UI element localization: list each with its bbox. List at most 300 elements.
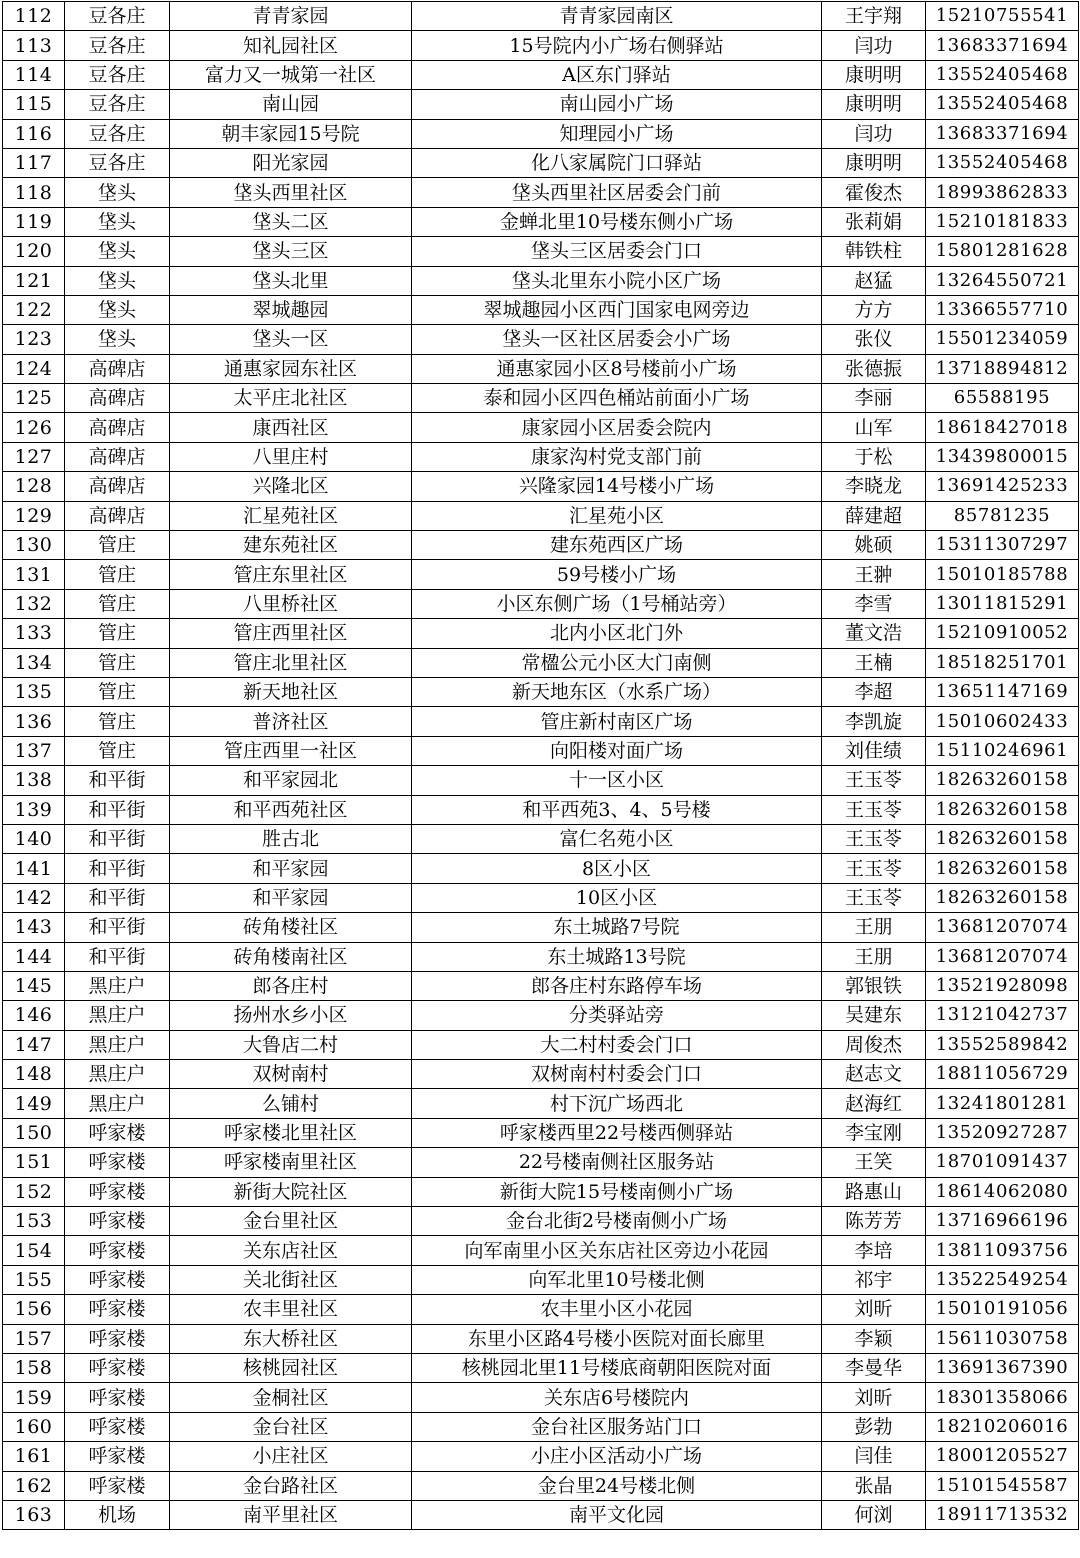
community-cell: 东大桥社区	[170, 1324, 412, 1353]
street-cell: 管庄	[65, 648, 170, 677]
phone-cell: 15210755541	[926, 2, 1079, 31]
phone-cell: 13366557710	[926, 295, 1079, 324]
table-row	[3, 1471, 1079, 1500]
street-cell: 垡头	[65, 325, 170, 354]
row-number-cell: 136	[3, 707, 65, 736]
street-cell: 垡头	[65, 207, 170, 236]
street-cell: 呼家楼	[65, 1412, 170, 1441]
phone-cell: 18263260158	[926, 766, 1079, 795]
street-cell: 呼家楼	[65, 1177, 170, 1206]
street-cell: 呼家楼	[65, 1353, 170, 1382]
phone-cell: 15501234059	[926, 325, 1079, 354]
community-cell: 呼家楼北里社区	[170, 1118, 412, 1147]
location-cell: 垡头一区社区居委会小广场	[412, 325, 822, 354]
community-cell: 金桐社区	[170, 1383, 412, 1412]
row-number-cell: 158	[3, 1353, 65, 1382]
phone-cell: 13264550721	[926, 266, 1079, 295]
table-row	[3, 648, 1079, 677]
phone-cell: 15010602433	[926, 707, 1079, 736]
street-cell: 和平街	[65, 795, 170, 824]
community-cell: 砖角楼南社区	[170, 942, 412, 971]
phone-cell: 18301358066	[926, 1383, 1079, 1412]
row-number-cell: 153	[3, 1207, 65, 1236]
table-row	[3, 677, 1079, 706]
phone-cell: 13552405468	[926, 60, 1079, 89]
row-number-cell: 147	[3, 1030, 65, 1059]
phone-cell: 13552405468	[926, 90, 1079, 119]
community-cell: 双树南村	[170, 1060, 412, 1089]
street-cell: 垡头	[65, 266, 170, 295]
table-row	[3, 1383, 1079, 1412]
community-cell: 和平家园北	[170, 766, 412, 795]
table-row	[3, 325, 1079, 354]
contact-person-cell: 方方	[822, 295, 926, 324]
location-cell: 和平西苑3、4、5号楼	[412, 795, 822, 824]
roster-sheet	[0, 1, 1080, 1558]
contact-person-cell: 李培	[822, 1236, 926, 1265]
location-cell: 双树南村村委会门口	[412, 1060, 822, 1089]
table-row	[3, 266, 1079, 295]
street-cell: 黑庄户	[65, 1089, 170, 1118]
location-cell: 青青家园南区	[412, 2, 822, 31]
contact-person-cell: 王玉苓	[822, 854, 926, 883]
community-cell: 砖角楼社区	[170, 913, 412, 942]
location-cell: 管庄新村南区广场	[412, 707, 822, 736]
row-number-cell: 112	[3, 2, 65, 31]
phone-cell: 18263260158	[926, 824, 1079, 853]
table-row	[3, 1089, 1079, 1118]
contact-person-cell: 康明明	[822, 60, 926, 89]
contact-person-cell: 闫功	[822, 31, 926, 60]
community-cell: 扬州水乡小区	[170, 1001, 412, 1030]
street-cell: 管庄	[65, 619, 170, 648]
contact-person-cell: 李晓龙	[822, 472, 926, 501]
row-number-cell: 137	[3, 736, 65, 765]
location-cell: 金蝉北里10号楼东侧小广场	[412, 207, 822, 236]
phone-cell: 18618427018	[926, 413, 1079, 442]
contact-person-cell: 李雪	[822, 589, 926, 618]
contact-person-cell: 赵猛	[822, 266, 926, 295]
community-cell: 和平西苑社区	[170, 795, 412, 824]
street-cell: 高碑店	[65, 384, 170, 413]
phone-cell: 13691367390	[926, 1353, 1079, 1382]
community-cell: 阳光家园	[170, 148, 412, 177]
phone-cell: 18701091437	[926, 1148, 1079, 1177]
location-cell: 农丰里小区小花园	[412, 1295, 822, 1324]
street-cell: 呼家楼	[65, 1383, 170, 1412]
community-cell: 关东店社区	[170, 1236, 412, 1265]
street-cell: 管庄	[65, 560, 170, 589]
phone-cell: 13439800015	[926, 442, 1079, 471]
contact-person-cell: 刘昕	[822, 1295, 926, 1324]
location-cell: 金台里24号楼北侧	[412, 1471, 822, 1500]
table-row	[3, 1001, 1079, 1030]
community-cell: 知礼园社区	[170, 31, 412, 60]
location-cell: 垡头北里东小院小区广场	[412, 266, 822, 295]
location-cell: 小区东侧广场（1号桶站旁）	[412, 589, 822, 618]
phone-cell: 13691425233	[926, 472, 1079, 501]
phone-cell: 15101545587	[926, 1471, 1079, 1500]
street-cell: 高碑店	[65, 472, 170, 501]
phone-cell: 13681207074	[926, 913, 1079, 942]
street-cell: 管庄	[65, 736, 170, 765]
table-row	[3, 1148, 1079, 1177]
phone-cell: 15611030758	[926, 1324, 1079, 1353]
phone-cell: 13552589842	[926, 1030, 1079, 1059]
contact-person-cell: 王玉苓	[822, 795, 926, 824]
community-cell: 大鲁店二村	[170, 1030, 412, 1059]
table-row	[3, 119, 1079, 148]
contact-person-cell: 赵海红	[822, 1089, 926, 1118]
table-row	[3, 736, 1079, 765]
street-cell: 呼家楼	[65, 1265, 170, 1294]
row-number-cell: 131	[3, 560, 65, 589]
street-cell: 豆各庄	[65, 119, 170, 148]
community-cell: 汇星苑社区	[170, 501, 412, 530]
contact-person-cell: 王楠	[822, 648, 926, 677]
street-cell: 黑庄户	[65, 971, 170, 1000]
table-row	[3, 501, 1079, 530]
street-cell: 豆各庄	[65, 2, 170, 31]
row-number-cell: 128	[3, 472, 65, 501]
row-number-cell: 141	[3, 854, 65, 883]
table-row	[3, 1324, 1079, 1353]
phone-cell: 65588195	[926, 384, 1079, 413]
street-cell: 高碑店	[65, 354, 170, 383]
row-number-cell: 116	[3, 119, 65, 148]
community-cell: 核桃园社区	[170, 1353, 412, 1382]
table-row	[3, 854, 1079, 883]
row-number-cell: 146	[3, 1001, 65, 1030]
contact-person-cell: 李丽	[822, 384, 926, 413]
phone-cell: 85781235	[926, 501, 1079, 530]
table-row	[3, 413, 1079, 442]
location-cell: 垡头三区居委会门口	[412, 237, 822, 266]
table-row	[3, 1412, 1079, 1441]
row-number-cell: 120	[3, 237, 65, 266]
location-cell: 康家园小区居委会院内	[412, 413, 822, 442]
community-cell: 垡头三区	[170, 237, 412, 266]
table-row	[3, 1442, 1079, 1471]
community-cell: 新天地社区	[170, 677, 412, 706]
community-cell: 八里桥社区	[170, 589, 412, 618]
location-cell: 富仁名苑小区	[412, 824, 822, 853]
contact-person-cell: 董文浩	[822, 619, 926, 648]
location-cell: 通惠家园小区8号楼前小广场	[412, 354, 822, 383]
community-cell: 胜古北	[170, 824, 412, 853]
phone-cell: 13811093756	[926, 1236, 1079, 1265]
phone-cell: 18518251701	[926, 648, 1079, 677]
street-cell: 垡头	[65, 237, 170, 266]
row-number-cell: 127	[3, 442, 65, 471]
row-number-cell: 135	[3, 677, 65, 706]
location-cell: 向军北里10号楼北侧	[412, 1265, 822, 1294]
table-row	[3, 60, 1079, 89]
community-cell: 通惠家园东社区	[170, 354, 412, 383]
phone-cell: 13011815291	[926, 589, 1079, 618]
contact-person-cell: 赵志文	[822, 1060, 926, 1089]
phone-cell: 18001205527	[926, 1442, 1079, 1471]
location-cell: A区东门驿站	[412, 60, 822, 89]
phone-cell: 13552405468	[926, 148, 1079, 177]
street-cell: 和平街	[65, 883, 170, 912]
street-cell: 豆各庄	[65, 31, 170, 60]
contact-person-cell: 王笑	[822, 1148, 926, 1177]
location-cell: 59号楼小广场	[412, 560, 822, 589]
community-cell: 南平里社区	[170, 1500, 412, 1529]
location-cell: 10区小区	[412, 883, 822, 912]
contact-person-cell: 周俊杰	[822, 1030, 926, 1059]
street-cell: 高碑店	[65, 442, 170, 471]
contact-person-cell: 王玉苓	[822, 766, 926, 795]
location-cell: 东土城路13号院	[412, 942, 822, 971]
community-cell: 翠城趣园	[170, 295, 412, 324]
contact-person-cell: 郭银铁	[822, 971, 926, 1000]
row-number-cell: 159	[3, 1383, 65, 1412]
row-number-cell: 134	[3, 648, 65, 677]
contact-person-cell: 薛建超	[822, 501, 926, 530]
street-cell: 垡头	[65, 178, 170, 207]
contact-person-cell: 张德振	[822, 354, 926, 383]
community-cell: 管庄西里一社区	[170, 736, 412, 765]
community-cell: 太平庄北社区	[170, 384, 412, 413]
row-number-cell: 113	[3, 31, 65, 60]
location-cell: 金台社区服务站门口	[412, 1412, 822, 1441]
street-cell: 呼家楼	[65, 1324, 170, 1353]
street-cell: 呼家楼	[65, 1471, 170, 1500]
table-row	[3, 795, 1079, 824]
table-row	[3, 1236, 1079, 1265]
location-cell: 村下沉广场西北	[412, 1089, 822, 1118]
row-number-cell: 138	[3, 766, 65, 795]
phone-cell: 15210181833	[926, 207, 1079, 236]
contact-person-cell: 李宝刚	[822, 1118, 926, 1147]
community-cell: 垡头二区	[170, 207, 412, 236]
location-cell: 泰和园小区四色桶站前面小广场	[412, 384, 822, 413]
phone-cell: 13683371694	[926, 119, 1079, 148]
location-cell: 南山园小广场	[412, 90, 822, 119]
location-cell: 金台北街2号楼南侧小广场	[412, 1207, 822, 1236]
table-row	[3, 442, 1079, 471]
community-cell: 垡头一区	[170, 325, 412, 354]
contact-person-cell: 吴建东	[822, 1001, 926, 1030]
street-cell: 高碑店	[65, 413, 170, 442]
phone-cell: 18263260158	[926, 795, 1079, 824]
location-cell: 翠城趣园小区西门国家电网旁边	[412, 295, 822, 324]
location-cell: 大二村村委会门口	[412, 1030, 822, 1059]
contact-person-cell: 何浏	[822, 1500, 926, 1529]
phone-cell: 13520927287	[926, 1118, 1079, 1147]
community-cell: 和平家园	[170, 854, 412, 883]
row-number-cell: 162	[3, 1471, 65, 1500]
table-row	[3, 913, 1079, 942]
table-row	[3, 384, 1079, 413]
location-cell: 核桃园北里11号楼底商朝阳医院对面	[412, 1353, 822, 1382]
row-number-cell: 149	[3, 1089, 65, 1118]
contact-person-cell: 刘佳绩	[822, 736, 926, 765]
contact-person-cell: 霍俊杰	[822, 178, 926, 207]
row-number-cell: 145	[3, 971, 65, 1000]
contact-person-cell: 山军	[822, 413, 926, 442]
street-cell: 和平街	[65, 942, 170, 971]
phone-cell: 13522549254	[926, 1265, 1079, 1294]
contact-person-cell: 王玉苓	[822, 824, 926, 853]
row-number-cell: 121	[3, 266, 65, 295]
street-cell: 豆各庄	[65, 60, 170, 89]
community-cell: 普济社区	[170, 707, 412, 736]
table-row	[3, 2, 1079, 31]
row-number-cell: 115	[3, 90, 65, 119]
roster-table-body	[3, 2, 1079, 1530]
table-row	[3, 1207, 1079, 1236]
table-row	[3, 824, 1079, 853]
contact-person-cell: 王朋	[822, 913, 926, 942]
phone-cell: 13716966196	[926, 1207, 1079, 1236]
location-cell: 兴隆家园14号楼小广场	[412, 472, 822, 501]
community-cell: 朝丰家园15号院	[170, 119, 412, 148]
phone-cell: 15010185788	[926, 560, 1079, 589]
row-number-cell: 150	[3, 1118, 65, 1147]
street-cell: 呼家楼	[65, 1236, 170, 1265]
community-cell: 管庄东里社区	[170, 560, 412, 589]
location-cell: 郎各庄村东路停车场	[412, 971, 822, 1000]
location-cell: 15号院内小广场右侧驿站	[412, 31, 822, 60]
location-cell: 22号楼南侧社区服务站	[412, 1148, 822, 1177]
contact-person-cell: 王朋	[822, 942, 926, 971]
row-number-cell: 125	[3, 384, 65, 413]
street-cell: 垡头	[65, 295, 170, 324]
street-cell: 管庄	[65, 531, 170, 560]
row-number-cell: 122	[3, 295, 65, 324]
community-cell: 青青家园	[170, 2, 412, 31]
contact-person-cell: 闫佳	[822, 1442, 926, 1471]
table-row	[3, 766, 1079, 795]
row-number-cell: 148	[3, 1060, 65, 1089]
phone-cell: 18993862833	[926, 178, 1079, 207]
table-row	[3, 1030, 1079, 1059]
row-number-cell: 139	[3, 795, 65, 824]
row-number-cell: 161	[3, 1442, 65, 1471]
row-number-cell: 163	[3, 1500, 65, 1529]
street-cell: 高碑店	[65, 501, 170, 530]
contact-person-cell: 张晶	[822, 1471, 926, 1500]
community-cell: 新街大院社区	[170, 1177, 412, 1206]
community-cell: 垡头北里	[170, 266, 412, 295]
table-row	[3, 90, 1079, 119]
table-row	[3, 589, 1079, 618]
community-cell: 和平家园	[170, 883, 412, 912]
street-cell: 和平街	[65, 824, 170, 853]
table-row	[3, 1500, 1079, 1529]
phone-cell: 13121042737	[926, 1001, 1079, 1030]
location-cell: 常楹公元小区大门南侧	[412, 648, 822, 677]
table-row	[3, 560, 1079, 589]
table-row	[3, 1295, 1079, 1324]
phone-cell: 15210910052	[926, 619, 1079, 648]
contact-person-cell: 康明明	[822, 90, 926, 119]
location-cell: 康家沟村党支部门前	[412, 442, 822, 471]
table-row	[3, 619, 1079, 648]
street-cell: 和平街	[65, 766, 170, 795]
community-cell: 南山园	[170, 90, 412, 119]
phone-cell: 18614062080	[926, 1177, 1079, 1206]
street-cell: 黑庄户	[65, 1060, 170, 1089]
row-number-cell: 129	[3, 501, 65, 530]
location-cell: 新天地东区（水系广场）	[412, 677, 822, 706]
row-number-cell: 117	[3, 148, 65, 177]
table-row	[3, 354, 1079, 383]
location-cell: 分类驿站旁	[412, 1001, 822, 1030]
community-cell: 关北街社区	[170, 1265, 412, 1294]
community-cell: 呼家楼南里社区	[170, 1148, 412, 1177]
phone-cell: 13683371694	[926, 31, 1079, 60]
table-row	[3, 207, 1079, 236]
phone-cell: 13521928098	[926, 971, 1079, 1000]
phone-cell: 18811056729	[926, 1060, 1079, 1089]
row-number-cell: 151	[3, 1148, 65, 1177]
contact-person-cell: 祁宇	[822, 1265, 926, 1294]
contact-person-cell: 于松	[822, 442, 926, 471]
row-number-cell: 118	[3, 178, 65, 207]
contact-person-cell: 王翀	[822, 560, 926, 589]
street-cell: 呼家楼	[65, 1207, 170, 1236]
street-cell: 豆各庄	[65, 148, 170, 177]
table-row	[3, 971, 1079, 1000]
contact-person-cell: 闫功	[822, 119, 926, 148]
row-number-cell: 140	[3, 824, 65, 853]
community-cell: 兴隆北区	[170, 472, 412, 501]
phone-cell: 18210206016	[926, 1412, 1079, 1441]
contact-person-cell: 康明明	[822, 148, 926, 177]
row-number-cell: 160	[3, 1412, 65, 1441]
community-cell: 康西社区	[170, 413, 412, 442]
location-cell: 东里小区路4号楼小医院对面长廊里	[412, 1324, 822, 1353]
street-cell: 和平街	[65, 913, 170, 942]
street-cell: 管庄	[65, 589, 170, 618]
table-row	[3, 707, 1079, 736]
location-cell: 知理园小广场	[412, 119, 822, 148]
location-cell: 十一区小区	[412, 766, 822, 795]
contact-person-cell: 路惠山	[822, 1177, 926, 1206]
row-number-cell: 157	[3, 1324, 65, 1353]
community-cell: 小庄社区	[170, 1442, 412, 1471]
street-cell: 呼家楼	[65, 1118, 170, 1147]
community-cell: 建东苑社区	[170, 531, 412, 560]
row-number-cell: 133	[3, 619, 65, 648]
phone-cell: 13681207074	[926, 942, 1079, 971]
phone-cell: 18263260158	[926, 854, 1079, 883]
contact-person-cell: 韩铁柱	[822, 237, 926, 266]
location-cell: 南平文化园	[412, 1500, 822, 1529]
table-row	[3, 295, 1079, 324]
row-number-cell: 143	[3, 913, 65, 942]
contact-person-cell: 陈芳芳	[822, 1207, 926, 1236]
contact-person-cell: 刘昕	[822, 1383, 926, 1412]
contact-person-cell: 李凯旋	[822, 707, 926, 736]
contact-person-cell: 张莉娟	[822, 207, 926, 236]
table-row	[3, 1265, 1079, 1294]
table-row	[3, 531, 1079, 560]
row-number-cell: 154	[3, 1236, 65, 1265]
location-cell: 建东苑西区广场	[412, 531, 822, 560]
phone-cell: 15110246961	[926, 736, 1079, 765]
table-row	[3, 178, 1079, 207]
community-cell: 管庄西里社区	[170, 619, 412, 648]
street-cell: 呼家楼	[65, 1148, 170, 1177]
location-cell: 向阳楼对面广场	[412, 736, 822, 765]
row-number-cell: 152	[3, 1177, 65, 1206]
table-row	[3, 472, 1079, 501]
